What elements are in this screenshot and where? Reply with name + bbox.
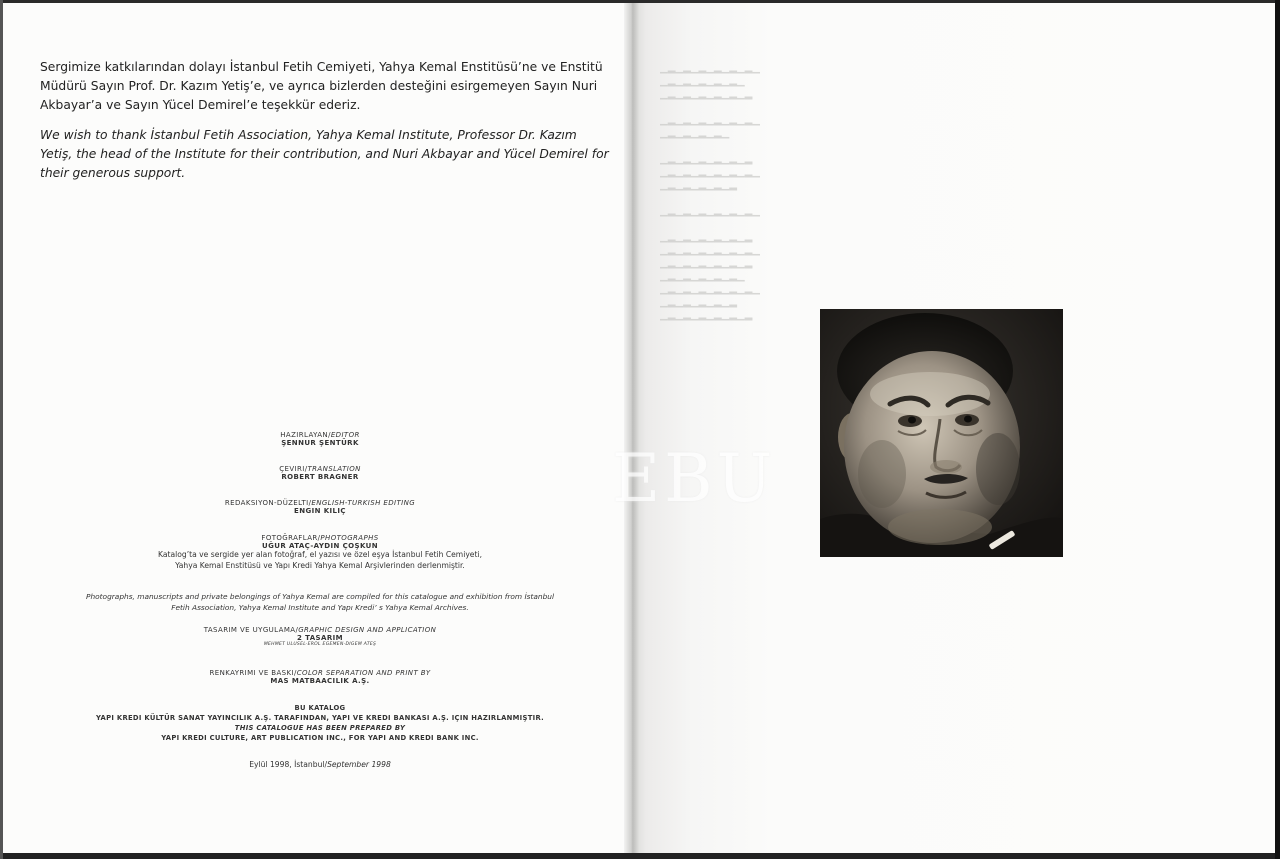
catalog-tr: YAPI KREDI KÜLTÜR SANAT YAYINCILIK A.Ş. TARAFINDAN, YAPI VE KREDI BANKASI A.Ş. IÇIN HAZIRLANMIŞTIR. [95,714,545,722]
translation-label-en: TRANSLATION [307,465,361,473]
editor-label: HAZIRLAYAN [280,431,329,439]
print-label: RENKAYRIMI VE BASKI [209,669,294,677]
catalog-en-2: YAPI KREDI CULTURE, ART PUBLICATION INC., FOR YAPI AND KREDI BANK INC. [161,734,479,742]
photos-note-tr-2: Yahya Kemal Enstitüsü ve Yapı Kredi Yahya Kemal Arşivlerinden derlenmiştir. [175,560,465,570]
thanks-turkish: Sergimize katkılarından dolayı İstanbul Fetih Cemiyeti, Yahya Kemal Enstitüsü’ne ve Enstitü Müdürü Sayın Prof. Dr. Kazım Yetiş’e, ve ayrıca bizlerden desteğini esirgemeyen Sayın Nuri Akbayar’a ve Sayın Yücel Demirel’e teşekkür ederiz. [40,60,603,112]
left-page [0,0,632,859]
credit-editor: HAZIRLAYAN/EDITOR ŞENNUR ŞENTÜRK [40,431,600,447]
translation-label: ÇEVIRI [279,465,305,473]
portrait-photo [820,309,1063,557]
show-through-text: ▁▂▁▂▁▂▁▂▁▂▁▂▁ ▁▂▁▂▁▂▁▂▁▂▁ ▁▂▁▂▁▂▁▂▁▂▁▂ ▁▂▁▂▁▂▁▂▁▂▁▂▁ ▁▂▁▂▁▂▁▂▁ ▁▂▁▂▁▂▁▂▁▂▁▂ ▁▂▁▂▁▂▁▂▁▂▁▂▁ ▁▂▁▂▁▂▁▂▁▂ ▁▂▁▂▁▂▁▂▁▂▁▂▁ ▁▂▁▂▁▂▁▂▁▂▁▂ ▁▂▁▂▁▂▁▂▁▂▁▂▁ ▁▂▁▂▁▂▁▂▁▂▁▂ ▁▂▁▂▁▂▁▂▁▂▁ ▁▂▁▂▁▂▁▂▁▂▁▂▁ ▁▂▁▂▁▂▁▂▁▂ ▁▂▁▂▁▂▁▂▁▂▁▂ [660,63,760,321]
thanks-english: We wish to thank İstanbul Fetih Association, Yahya Kemal Institute, Professor Dr. Kazım Yetiş, the head of the Institute for their contribution, and Nuri Akbayar and Yücel Demirel for their generous support. [40,128,609,180]
catalog-label: BU KATALOG [294,704,346,712]
credit-catalogue [40,703,600,743]
design-team: MEHMET ULUSEL-EROL EGEMEN-DIGEM ATEŞ [263,642,377,647]
photos-note-tr-1: Katalog’ta ve sergide yer alan fotoğraf, el yazısı ve özel eşya İstanbul Fetih Cemiyeti, [158,550,482,559]
editing-label-en: ENGLISH-TURKISH EDITING [311,499,416,507]
design-label: TASARIM VE UYGULAMA [203,626,296,634]
portrait-image [820,309,1063,557]
scan-edge-right [1275,0,1280,859]
editor-label-en: EDITOR [330,431,360,439]
editing-name: ENGIN KILIÇ [294,507,346,515]
translator-name: ROBERT BRAGNER [281,473,359,481]
editing-label: REDAKSIYON-DÜZELTI [224,499,309,507]
date-tr: Eylül 1998, İstanbul [249,760,325,769]
credit-editing: REDAKSIYON-DÜZELTI/ENGLISH-TURKISH EDITING ENGIN KILIÇ [40,499,600,515]
print-label-en: COLOR SEPARATION AND PRINT BY [296,669,431,677]
credit-photos-english [40,591,600,613]
design-studio-name: 2 TASARIM [297,634,343,642]
editor-name: ŞENNUR ŞENTÜRK [281,439,359,447]
credit-photographs: FOTOĞRAFLAR/PHOTOGRAPHS UĞUR ATAÇ-AYDIN ÇOŞKUN Katalog’ta ve sergide yer alan fotoğraf, el yazısı ve özel eşya İstanbul Fetih Cemiyeti, Yahya Kemal Enstitüsü ve Yapı Kredi Yahya Kemal Arşivlerinden derlenmiştir. [40,534,600,571]
scan-edge-bottom [0,853,1280,859]
photos-label: FOTOĞRAFLAR [261,534,318,542]
watermark: EBU [612,440,777,517]
photos-label-en: PHOTOGRAPHS [320,534,379,542]
credit-design: TASARIM VE UYGULAMA/GRAPHIC DESIGN AND APPLICATION 2 TASARIM MEHMET ULUSEL-EROL EGEMEN-DIGEM ATEŞ [40,626,600,647]
design-label-en: GRAPHIC DESIGN AND APPLICATION [298,626,437,634]
photos-note-en-1: Photographs, manuscripts and private belongings of Yahya Kemal are compiled for this catalogue and exhibition from İstanbul [85,592,555,601]
photographers-name: UĞUR ATAÇ-AYDIN ÇOŞKUN [262,542,378,550]
credit-print: RENKAYRIMI VE BASKI/COLOR SEPARATION AND PRINT BY MAS MATBAACILIK A.Ş. [40,669,600,685]
credit-date: Eylül 1998, İstanbul/September 1998 [249,760,391,769]
book-gutter [624,0,640,859]
photos-note-en-2: Fetih Association, Yahya Kemal Institute and Yapı Kredi’ s Yahya Kemal Archives. [171,603,469,612]
printer-name: MAS MATBAACILIK A.Ş. [270,677,370,685]
catalog-en-1: THIS CATALOGUE HAS BEEN PREPARED BY [234,724,406,732]
scan-edge-left [0,0,3,859]
scan-edge-top [0,0,1280,3]
date-en: September 1998 [327,760,391,769]
credit-translation: ÇEVIRI/TRANSLATION ROBERT BRAGNER [40,465,600,481]
